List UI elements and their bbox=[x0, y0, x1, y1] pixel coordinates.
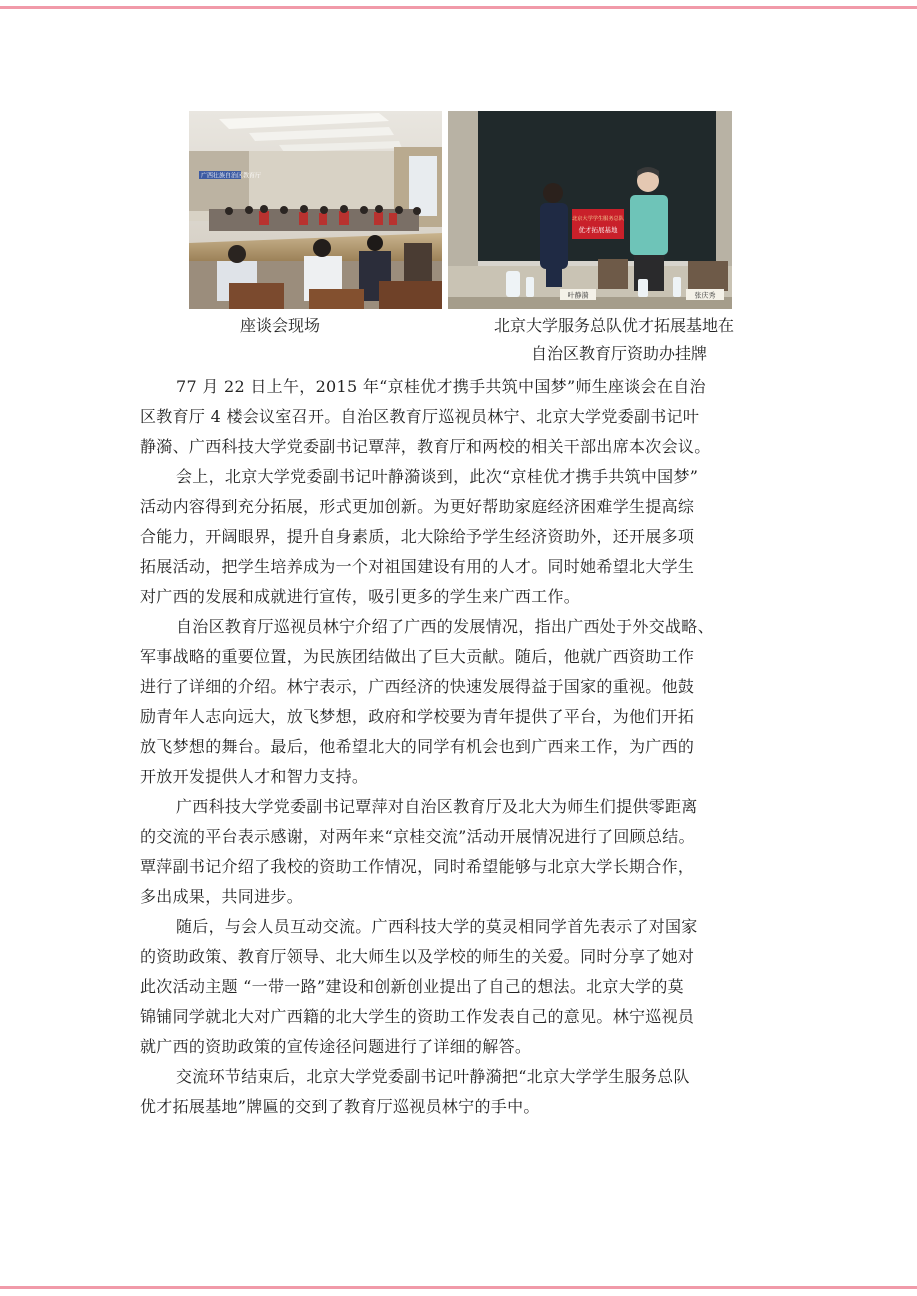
wall-sign-text: 广西壮族自治区教育厅 bbox=[201, 172, 262, 180]
paragraph-3-line-1: 自治区教育厅巡视员林宁介绍了广西的发展情况，指出广西处于外交战略、 bbox=[176, 617, 714, 636]
left-photo-caption: 座谈会现场 bbox=[240, 316, 321, 335]
paragraph-5-line-3: 此次活动主题 “一带一路”建设和创新创业提出了自己的想法。北京大学的莫 bbox=[140, 977, 684, 996]
paragraph-3-line-3: 进行了详细的介绍。林宁表示，广西经济的快速发展得益于国家的重视。他鼓 bbox=[140, 677, 695, 696]
paragraph-5-line-2: 的资助政策、教育厅领导、北大师生以及学校的师生的关爱。同时分享了她对 bbox=[140, 947, 695, 966]
paragraph-3-line-6: 开放开发提供人才和智力支持。 bbox=[140, 767, 369, 786]
meeting-room-photo bbox=[189, 111, 442, 309]
paragraph-1-line-3: 静漪、广西科技大学党委副书记覃萍，教育厅和两校的相关干部出席本次会议。 bbox=[140, 437, 711, 456]
paragraph-5-line-4: 锦铺同学就北大对广西籍的北大学生的资助工作发表自己的意见。林宁巡视员 bbox=[140, 1007, 695, 1026]
paragraph-2-line-5: 对广西的发展和成就进行宣传，吸引更多的学生来广西工作。 bbox=[140, 587, 581, 606]
paragraph-3-line-5: 放飞梦想的舞台。最后，他希望北大的同学有机会也到广西来工作，为广西的 bbox=[140, 737, 695, 756]
right-photo-caption-line2: 自治区教育厅资助办挂牌 bbox=[531, 344, 708, 363]
paragraph-6-line-2: 优才拓展基地”牌匾的交到了教育厅巡视员林宁的手中。 bbox=[140, 1097, 540, 1116]
paragraph-4-line-1: 广西科技大学党委副书记覃萍对自治区教育厅及北大为师生们提供零距离 bbox=[176, 797, 698, 816]
paragraph-2-line-3: 合能力，开阔眼界，提升自身素质，北大除给予学生经济资助外，还开展多项 bbox=[140, 527, 695, 546]
name-card-1: 叶静漪 bbox=[567, 291, 589, 300]
paragraph-5-line-1: 随后，与会人员互动交流。广西科技大学的莫灵相同学首先表示了对国家 bbox=[176, 917, 698, 936]
paragraph-4-line-3: 覃萍副书记介绍了我校的资助工作情况，同时希望能够与北京大学长期合作， bbox=[140, 857, 695, 876]
paragraph-1-line-2: 区教育厅 4 楼会议室召开。自治区教育厅巡视员林宁、北京大学党委副书记叶 bbox=[140, 407, 700, 426]
paragraph-5-line-5: 就广西的资助政策的宣传途径问题进行了详细的解答。 bbox=[140, 1037, 532, 1056]
paragraph-4-line-4: 多出成果，共同进步。 bbox=[140, 887, 304, 906]
paragraph-3-line-4: 励青年人志向远大，放飞梦想，政府和学校要为青年提供了平台，为他们开拓 bbox=[140, 707, 695, 726]
bottom-pink-rule bbox=[0, 1286, 917, 1289]
right-photo-caption-line1: 北京大学服务总队优才拓展基地在 bbox=[494, 316, 735, 335]
plaque-title-text: 北京大学学生服务总队 bbox=[572, 216, 624, 222]
paragraph-2-line-2: 活动内容得到充分拓展，形式更加创新。为更好帮助家庭经济困难学生提高综 bbox=[140, 497, 695, 516]
name-card-2: 张庆秀 bbox=[694, 291, 716, 300]
top-pink-rule bbox=[0, 6, 917, 9]
paragraph-6-line-1: 交流环节结束后，北京大学党委副书记叶静漪把“北京大学学生服务总队 bbox=[176, 1067, 690, 1086]
paragraph-3-line-2: 军事战略的重要位置，为民族团结做出了巨大贡献。随后，他就广西资助工作 bbox=[140, 647, 695, 666]
plaque-ceremony-photo bbox=[448, 111, 732, 309]
plaque-main-text: 优才拓展基地 bbox=[578, 226, 618, 234]
paragraph-4-line-2: 的交流的平台表示感谢，对两年来“京桂交流”活动开展情况进行了回顾总结。 bbox=[140, 827, 695, 846]
paragraph-1-line-1: 77 月 22 日上午，2015 年“京桂优才携手共筑中国梦”师生座谈会在自治 bbox=[176, 377, 706, 396]
paragraph-2-line-4: 拓展活动，把学生培养成为一个对祖国建设有用的人才。同时她希望北大学生 bbox=[140, 557, 695, 576]
paragraph-2-line-1: 会上，北京大学党委副书记叶静漪谈到，此次“京桂优才携手共筑中国梦” bbox=[176, 467, 699, 486]
article-body bbox=[140, 372, 800, 1122]
